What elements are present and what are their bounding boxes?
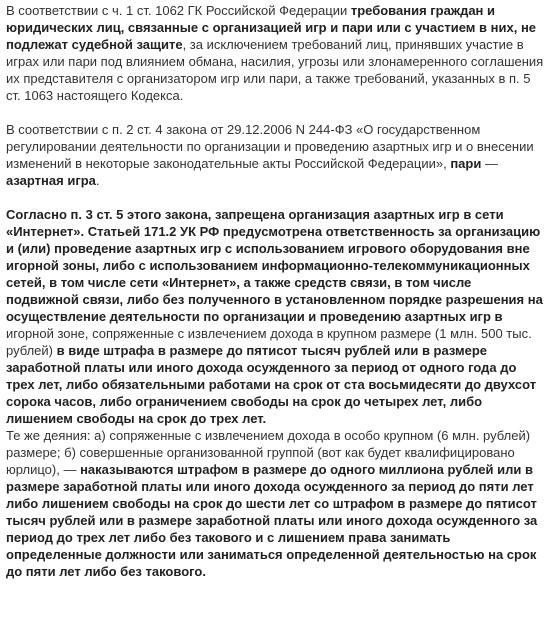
- text-segment: .: [95, 173, 100, 188]
- text-segment: В соответствии с ч. 1 ст. 1062 ГК Российской Федерации: [6, 3, 351, 18]
- paragraph-gk-1062: [6, 2, 547, 104]
- text-segment-bold: пари: [450, 156, 482, 171]
- text-segment: , за исключением требований лиц, принявших участие в играх или пари под влиянием обмана, насилия, угрозы или злонамеренного соглашения их представителя с организатором игр или пари, а также требований, указанных в п. 5 ст. 1063 настоящего Кодекса.: [6, 37, 544, 103]
- text-segment-bold: азартная игра: [6, 173, 96, 188]
- paragraph-aggravated-acts: [6, 427, 547, 580]
- paragraph-uk-171-2: [6, 206, 547, 427]
- text-segment-bold: в виде штрафа в размере до пятисот тысяч рублей или в размере заработной платы или иного дохода осужденного за период от одного года до трех лет, либо обязательными работами на срок от ста восьмидесяти до двухсот сорока часов, либо ограничением свободы на срок до четырех лет, либо лишением свободы на срок до трех лет.: [6, 343, 537, 426]
- text-segment: игорной зоне, сопряженные с извлечением дохода в крупном размере (1 млн. 500 тыс. рублей): [6, 326, 532, 358]
- text-segment-bold: требования граждан и юридических лиц, связанные с организацией игр и пари или с участием в них, не подлежат судебной защите: [6, 3, 537, 52]
- text-segment-bold: наказываются штрафом в размере до одного миллиона рублей или в размере заработной платы или иного дохода осужденного за период до пяти лет либо лишением свободы на срок до шести лет со штрафом в размере до пятисот тысяч рублей или в размере заработной платы или иного дохода осужденного за период до трех лет либо без такового и с лишением права занимать определенные должности или заниматься определенной деятельностью на срок до пяти лет либо без такового.: [6, 462, 538, 579]
- text-segment-bold: Согласно п. 3 ст. 5 этого закона, запрещена организация азартных игр в сети «Интернет». Статьей 171.2 УК РФ предусмотрена ответственность за организацию и (или) проведение азартных игр с использованием игрового оборудования вне игорной зоны, либо с использованием информационно-телекоммуникационных сетей, в том числе сети «Интернет», а также средств связи, в том числе подвижной связи, либо без полученного в установленном порядке разрешения на осуществление деятельности по организации и проведению азартных игр в: [6, 207, 543, 324]
- text-segment: Те же деяния: а) сопряженные с извлечением дохода в особо крупном (6 млн. рублей) размере; б) совершенные организованной группой (вот как будет квалифицировано юрлицо), —: [6, 428, 531, 477]
- paragraph-law-244fz: [6, 121, 547, 189]
- text-segment: В соответствии с п. 2 ст. 4 закона от 29.12.2006 N 244-ФЗ «О государственном регулировании деятельности по организации и проведению азартных игр и о внесении изменений в некоторые законодательные акты Российской Федерации»,: [6, 122, 534, 171]
- text-segment: —: [481, 156, 498, 171]
